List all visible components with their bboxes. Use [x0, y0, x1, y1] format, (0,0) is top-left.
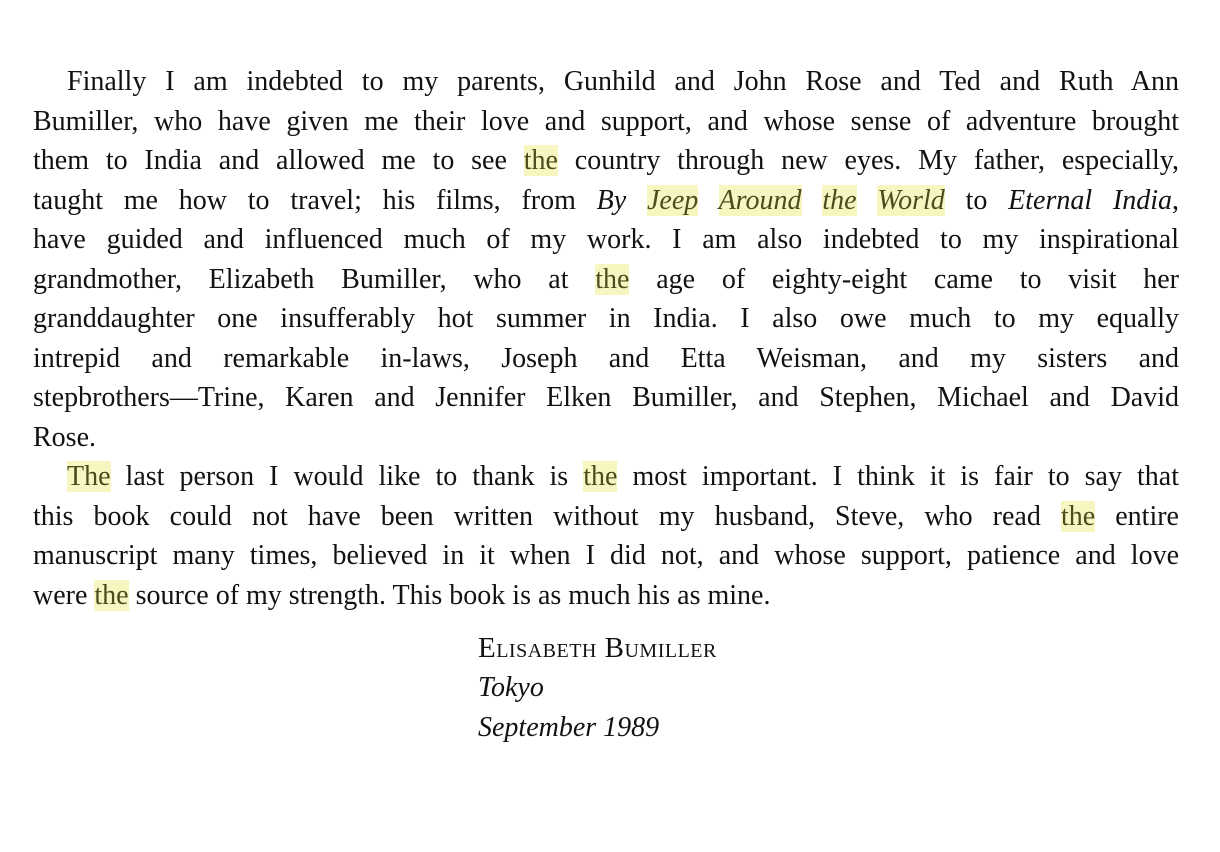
text-line	[33, 497, 1179, 537]
text-segment	[802, 185, 823, 216]
text-line	[33, 102, 1179, 142]
text-line	[33, 378, 1179, 418]
text-line	[33, 536, 1179, 576]
text-segment: most important. I think it is fair to say that	[617, 461, 1179, 492]
signature-block	[478, 628, 1179, 748]
text-segment: Bumiller, who have given me their love and support, and whose sense of adventure brought	[33, 105, 1179, 137]
text-segment: Eternal India	[1008, 184, 1173, 216]
text-segment: By	[596, 184, 647, 216]
text-segment: have guided and influenced much of my work. I am also indebted to my inspirational	[33, 224, 1179, 255]
text-line	[33, 339, 1179, 379]
highlight-mark: the	[583, 461, 618, 492]
text-line	[33, 220, 1179, 260]
text-segment: to	[944, 184, 1009, 216]
text-segment: ,	[1172, 184, 1180, 216]
highlight-mark: the	[94, 579, 129, 611]
text-segment: them to India and allowed me to see	[33, 145, 524, 176]
signature-date: September 1989	[478, 712, 660, 743]
text-segment: grandmother, Elizabeth Bumiller, who at	[33, 263, 596, 295]
text-segment: stepbrothers—Trine, Karen and Jennifer Elken Bumiller, and Stephen, Michael and David	[33, 382, 1179, 413]
text-segment: age of eighty-eight came to visit her	[629, 263, 1179, 295]
highlight-mark: The	[67, 461, 111, 492]
paragraph	[33, 457, 1179, 615]
highlight-mark: Jeep	[647, 184, 699, 216]
text-block	[33, 62, 1179, 748]
text-segment: this book could not have been written without my husband, Steve, who read	[33, 500, 1061, 532]
text-segment: intrepid and remarkable in-laws, Joseph and Etta Weisman, and my sisters and	[33, 342, 1179, 374]
text-segment: source of my strength. This book is as much his as mine.	[128, 579, 771, 611]
text-segment	[698, 185, 718, 216]
text-line	[33, 576, 1179, 616]
text-line	[33, 260, 1179, 300]
text-line	[33, 141, 1179, 181]
signature-name: Elisabeth Bumiller	[478, 632, 717, 664]
text-line	[33, 418, 1179, 458]
highlight-mark: the	[822, 184, 857, 216]
text-segment	[857, 185, 878, 216]
highlight-mark: the	[523, 145, 558, 176]
text-segment: country through new eyes. My father, especially,	[557, 145, 1179, 176]
highlight-mark: Around	[718, 184, 802, 216]
text-segment: Rose.	[33, 421, 96, 453]
text-segment: taught me how to travel; his films, from	[33, 184, 597, 216]
paragraph	[33, 62, 1179, 457]
text-line	[33, 299, 1179, 339]
text-segment: Finally I am indebted to my parents, Gunhild and John Rose and Ted and Ruth Ann	[67, 66, 1179, 97]
text-line	[33, 62, 1179, 102]
highlight-mark: the	[595, 263, 630, 295]
text-segment: entire	[1095, 500, 1179, 532]
highlight-mark: the	[1060, 500, 1096, 532]
text-segment: last person I would like to thank is	[110, 461, 584, 492]
text-line	[33, 457, 1179, 497]
signature-place: Tokyo	[478, 672, 544, 703]
text-segment: were	[33, 579, 95, 611]
text-segment: granddaughter one insufferably hot summer in India. I also owe much to my equally	[33, 303, 1179, 334]
text-segment: manuscript many times, believed in it when I did not, and whose support, patience and love	[33, 540, 1179, 571]
text-line	[33, 181, 1179, 221]
paragraphs-container	[33, 62, 1179, 615]
highlight-mark: World	[877, 184, 945, 216]
